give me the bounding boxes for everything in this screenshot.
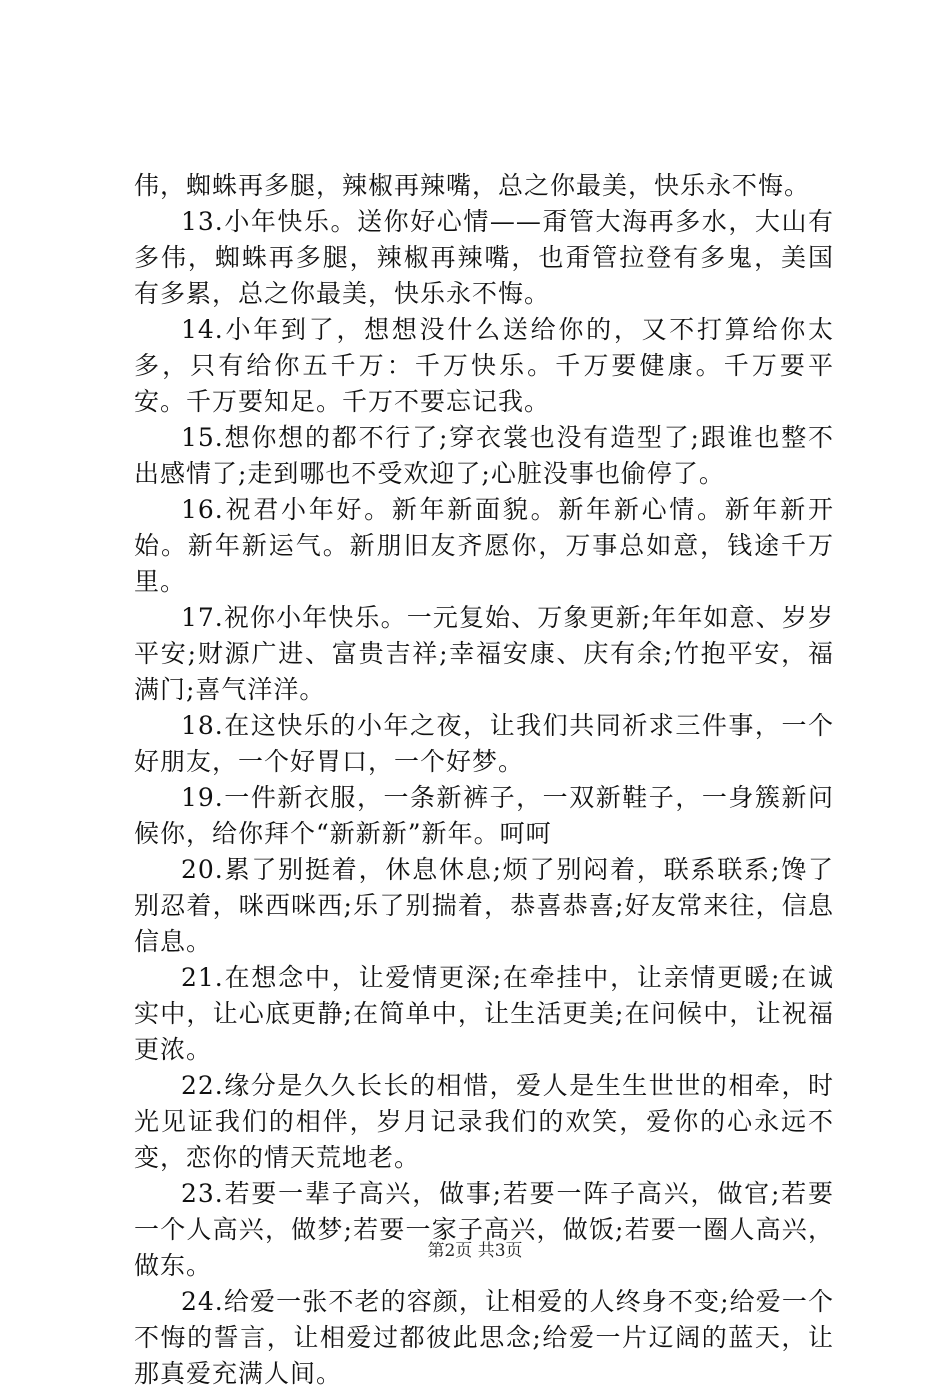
paragraph-17: 17.祝你小年快乐。一元复始、万象更新;年年如意、岁岁平安;财源广进、富贵吉祥;幸福安康、庆有余;竹抱平安，福满门;喜气洋洋。 bbox=[134, 603, 834, 704]
document-body bbox=[134, 168, 834, 1392]
paragraph-21: 21.在想念中，让爱情更深;在牵挂中，让亲情更暖;在诚实中，让心底更静;在简单中，让生活更美;在问候中，让祝福更浓。 bbox=[134, 963, 834, 1064]
paragraph-24: 24.给爱一张不老的容颜，让相爱的人终身不变;给爱一个不悔的誓言，让相爱过都彼此思念;给爱一片辽阔的蓝天，让那真爱充满人间。 bbox=[134, 1287, 834, 1388]
paragraph-19: 19.一件新衣服，一条新裤子，一双新鞋子，一身簇新问候你，给你拜个“新新新”新年。呵呵 bbox=[134, 783, 834, 848]
paragraph-22: 22.缘分是久久长长的相惜，爱人是生生世世的相牵，时光见证我们的相伴，岁月记录我们的欢笑，爱你的心永远不变，恋你的情天荒地老。 bbox=[134, 1071, 834, 1172]
paragraph-18: 18.在这快乐的小年之夜，让我们共同祈求三件事，一个好朋友，一个好胃口，一个好梦。 bbox=[134, 711, 834, 776]
paragraph-23: 23.若要一辈子高兴，做事;若要一阵子高兴，做官;若要一个人高兴，做梦;若要一家子高兴，做饭;若要一圈人高兴，做东。 bbox=[134, 1179, 834, 1280]
paragraph-20: 20.累了别挺着，休息休息;烦了别闷着，联系联系;馋了别忍着，咪西咪西;乐了别揣着，恭喜恭喜;好友常来往，信息信息。 bbox=[134, 855, 834, 956]
page-number-footer: 第2页 共3页 bbox=[427, 1241, 523, 1261]
paragraph-16: 16.祝君小年好。新年新面貌。新年新心情。新年新开始。新年新运气。新朋旧友齐愿你，万事总如意，钱途千万里。 bbox=[134, 495, 834, 596]
paragraph-15: 15.想你想的都不行了;穿衣裳也没有造型了;跟谁也整不出感情了;走到哪也不受欢迎了;心脏没事也偷停了。 bbox=[134, 423, 834, 488]
paragraph-continuation: 伟，蜘蛛再多腿，辣椒再辣嘴，总之你最美，快乐永不悔。 bbox=[134, 171, 811, 200]
paragraph-13: 13.小年快乐。送你好心情——甭管大海再多水，大山有多伟，蜘蛛再多腿，辣椒再辣嘴，也甭管拉登有多鬼，美国有多累，总之你最美，快乐永不悔。 bbox=[134, 207, 834, 308]
paragraph-14: 14.小年到了，想想没什么送给你的，又不打算给你太多，只有给你五千万：千万快乐。千万要健康。千万要平安。千万要知足。千万不要忘记我。 bbox=[134, 315, 834, 416]
